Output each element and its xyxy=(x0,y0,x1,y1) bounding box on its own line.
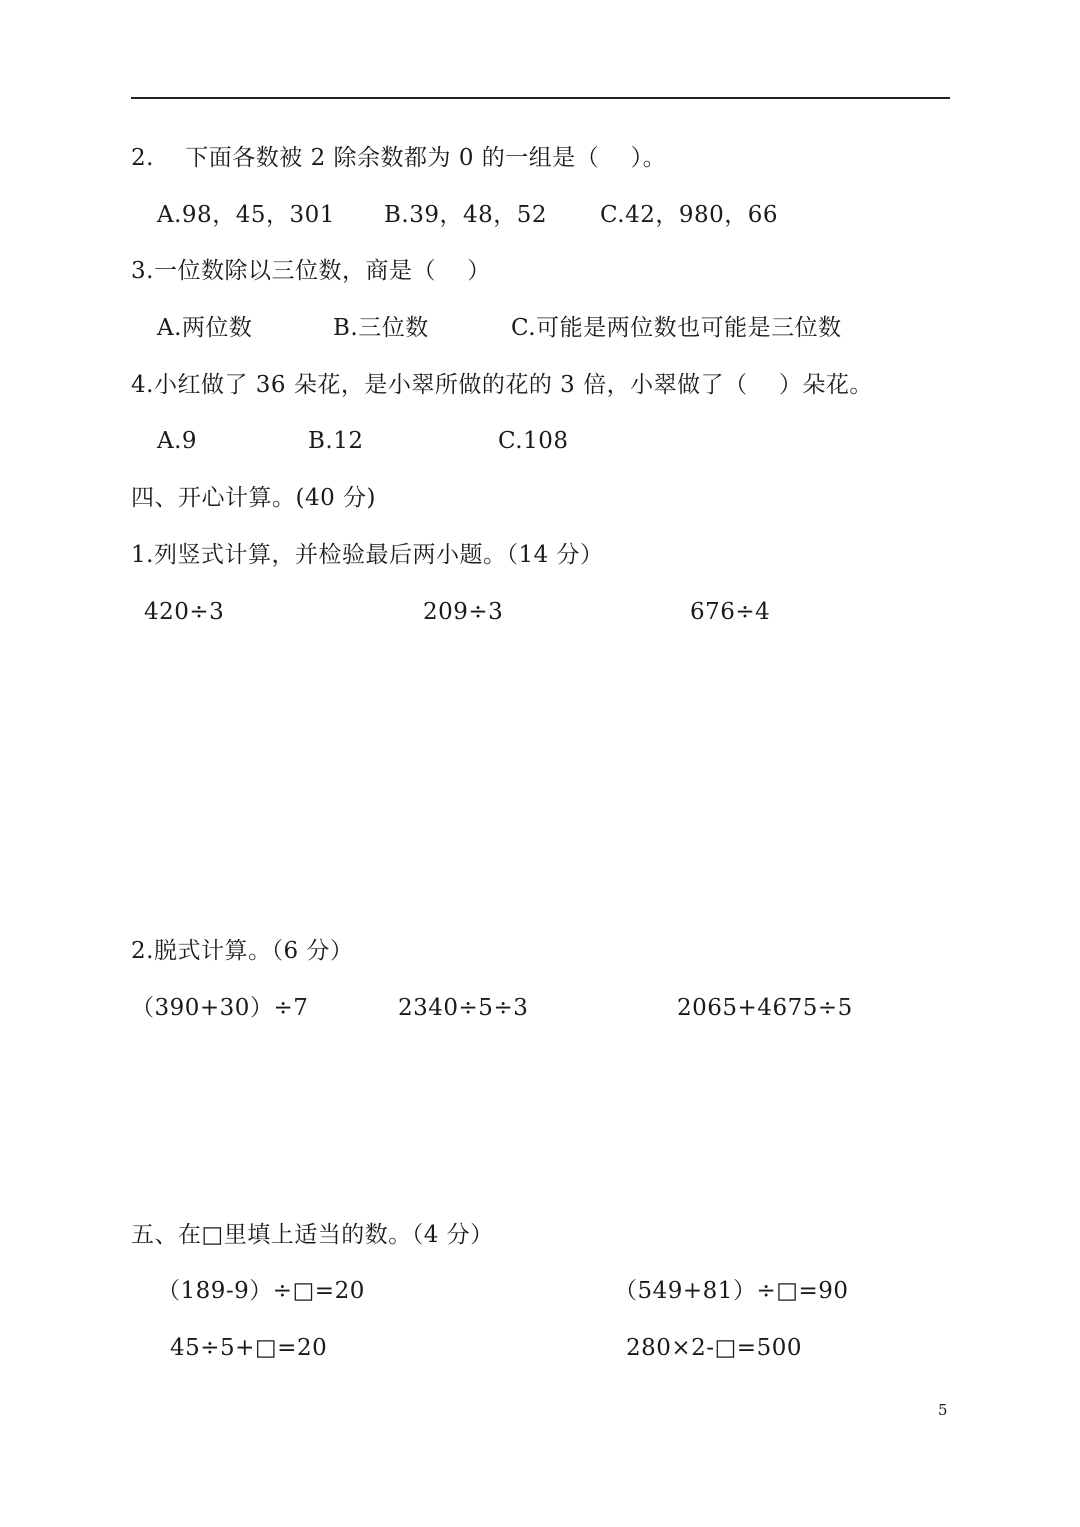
stepwise-calc-problem-2: 2340÷5÷3 xyxy=(398,995,529,1021)
q3-stem: 3.一位数除以三位数，商是（ ） xyxy=(131,258,491,284)
page-number: 5 xyxy=(938,1401,948,1419)
q2-option-a: A.98，45，301 xyxy=(157,202,335,228)
header-rule xyxy=(131,97,950,99)
fill-box-problem-2: （549+81）÷□=90 xyxy=(614,1278,849,1304)
vertical-calc-problem-2: 209÷3 xyxy=(423,599,504,625)
q2-option-b: B.39，48，52 xyxy=(384,202,548,228)
vertical-calc-problem-3: 676÷4 xyxy=(690,599,771,625)
stepwise-calc-problem-3: 2065+4675÷5 xyxy=(677,995,853,1021)
vertical-calc-problem-1: 420÷3 xyxy=(144,599,225,625)
fill-box-problem-1: （189-9）÷□=20 xyxy=(157,1278,365,1304)
q2-option-c: C.42，980，66 xyxy=(600,202,779,228)
section4-part2-heading: 2.脱式计算。（6 分） xyxy=(131,938,354,964)
q3-option-a: A.两位数 xyxy=(157,315,253,341)
fill-box-problem-4: 280×2-□=500 xyxy=(626,1335,802,1361)
q4-option-b: B.12 xyxy=(308,428,364,454)
q2-stem: 2. 下面各数被 2 除余数都为 0 的一组是（ ）。 xyxy=(131,145,667,171)
section4-heading: 四、开心计算。(40 分) xyxy=(131,485,377,511)
q3-option-c: C.可能是两位数也可能是三位数 xyxy=(511,315,842,341)
q4-stem: 4.小红做了 36 朵花，是小翠所做的花的 3 倍，小翠做了（ ）朵花。 xyxy=(131,372,873,398)
section5-heading: 五、在□里填上适当的数。（4 分） xyxy=(131,1222,494,1248)
q3-option-b: B.三位数 xyxy=(333,315,429,341)
section4-part1-heading: 1.列竖式计算，并检验最后两小题。（14 分） xyxy=(131,542,604,568)
stepwise-calc-problem-1: （390+30）÷7 xyxy=(131,995,309,1021)
q4-option-c: C.108 xyxy=(498,428,569,454)
fill-box-problem-3: 45÷5+□=20 xyxy=(170,1335,328,1361)
q4-option-a: A.9 xyxy=(157,428,198,454)
